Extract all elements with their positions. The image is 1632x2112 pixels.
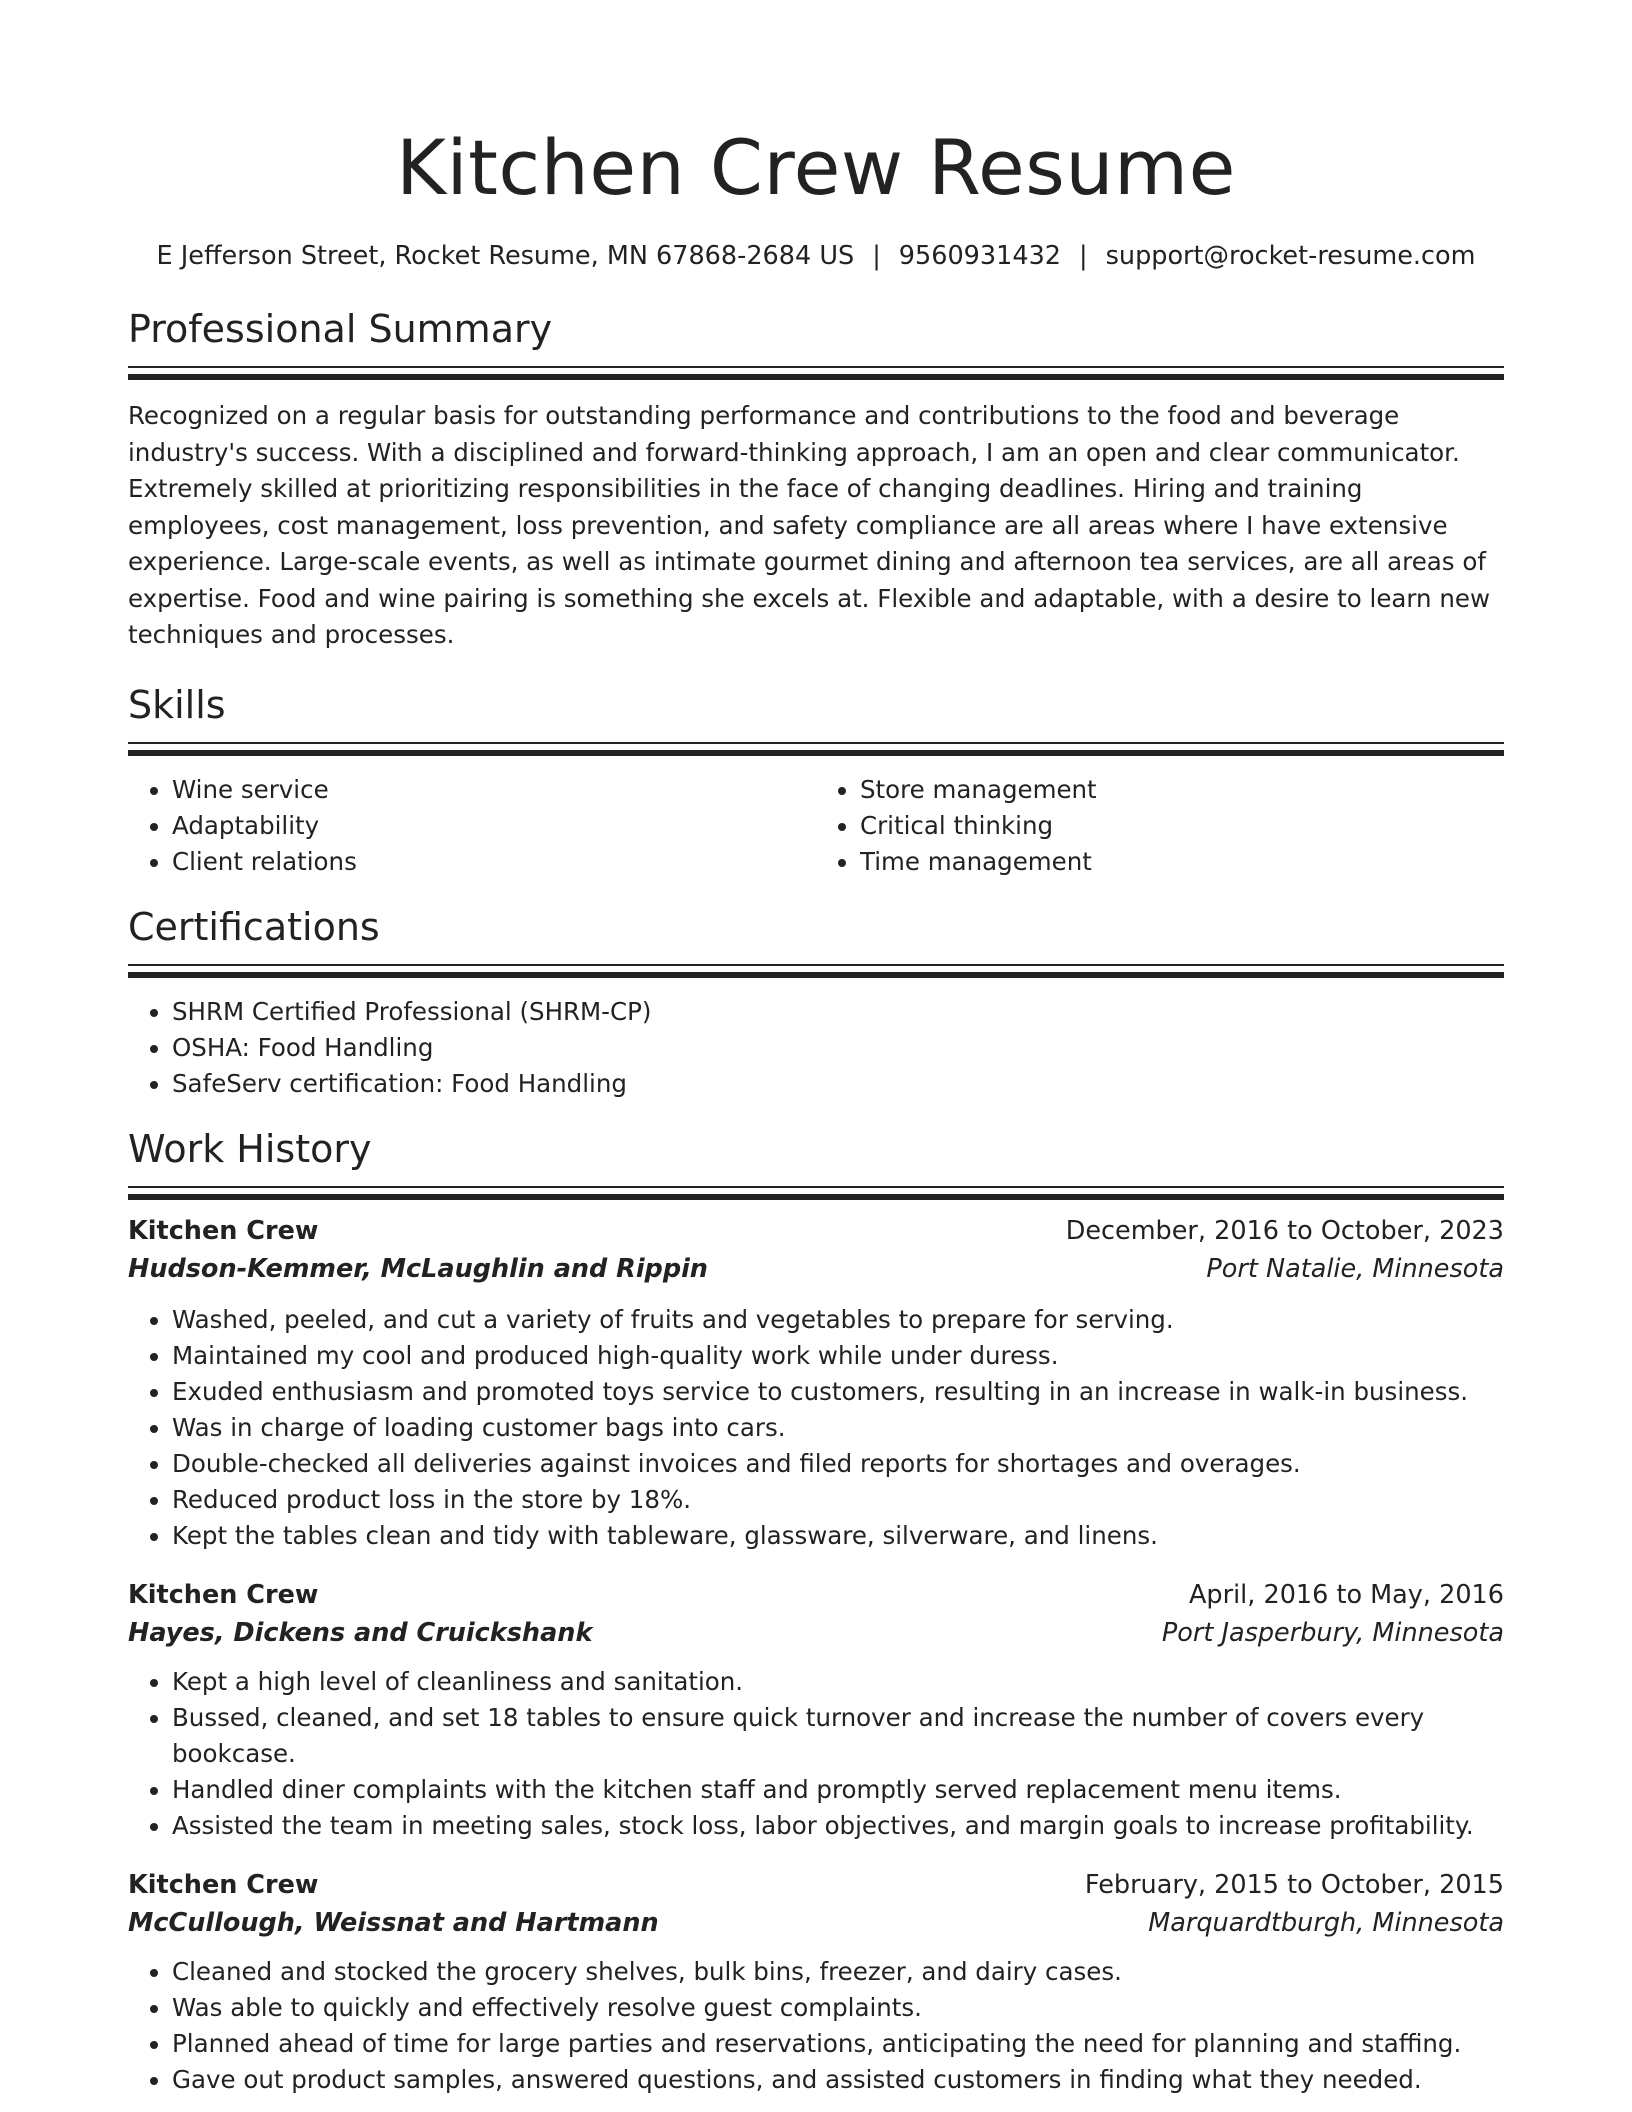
job-entry (128, 1212, 1504, 1554)
skill-item: • Store management (860, 772, 1504, 808)
job-location: Port Jasperbury, Minnesota (1161, 1617, 1504, 1648)
certifications-list (128, 994, 1504, 1102)
job-duty: • Reduced product loss in the store by 18%. (172, 1482, 1504, 1518)
section-title-skills: Skills (128, 682, 226, 727)
job-duty: • Kept a high level of cleanliness and sanitation. (172, 1664, 1504, 1700)
job-title: Kitchen Crew (128, 1215, 319, 1246)
job-duty: • Gave out product samples, answered questions, and assisted customers in finding what they needed. (172, 2062, 1504, 2098)
job-header (128, 1866, 1504, 1904)
section-rule (128, 964, 1504, 978)
resume-title: Kitchen Crew Resume (396, 123, 1236, 212)
job-duty: • Handled diner complaints with the kitchen staff and promptly served replacement menu items. (172, 1772, 1504, 1808)
job-duties-list (128, 1664, 1504, 1844)
job-duties-list (128, 1302, 1504, 1554)
summary-text: Recognized on a regular basis for outstanding performance and contributions to the food and beverage industry's success. With a disciplined and forward-thinking approach, I am an open and clear communicator. Extremely skilled at prioritizing responsibilities in the face of changing deadlines. Hiring and training employees, cost management, loss prevention, and safety compliance are all areas where I have extensive experience. Large-scale events, as well as intimate gourmet dining and afternoon tea services, are all areas of expertise. Food and wine pairing is something she excels at. Flexible and adaptable, with a desire to learn new techniques and processes. (128, 401, 1490, 649)
job-duty: • Was able to quickly and effectively resolve guest complaints. (172, 1990, 1504, 2026)
section-title-work-history: Work History (128, 1126, 372, 1171)
certification-item: • OSHA: Food Handling (172, 1030, 1504, 1066)
certifications-section (128, 902, 1504, 1102)
job-subheader (128, 1250, 1504, 1288)
job-duty: • Kept the tables clean and tidy with tableware, glassware, silverware, and linens. (172, 1518, 1504, 1554)
certification-item: • SafeServ certification: Food Handling (172, 1066, 1504, 1102)
section-title-summary: Professional Summary (128, 307, 553, 351)
job-entry (128, 1866, 1504, 2098)
job-subheader (128, 1904, 1504, 1942)
job-duty: • Washed, peeled, and cut a variety of fruits and vegetables to prepare for serving. (172, 1302, 1504, 1338)
phone: 9560931432 (898, 241, 1062, 271)
job-location: Port Natalie, Minnesota (1206, 1253, 1504, 1284)
job-subheader (128, 1614, 1504, 1652)
separator: | (1079, 241, 1088, 271)
job-dates: December, 2016 to October, 2023 (1065, 1215, 1504, 1246)
skill-item: • Adaptability (172, 808, 816, 844)
job-duty: • Double-checked all deliveries against invoices and filed reports for shortages and overages. (172, 1446, 1504, 1482)
job-duties-list (128, 1954, 1504, 2098)
job-company: Hayes, Dickens and Cruickshank (128, 1617, 593, 1648)
job-header (128, 1576, 1504, 1614)
job-duty: • Planned ahead of time for large parties and reservations, anticipating the need for planning and staffing. (172, 2026, 1504, 2062)
skill-item: • Client relations (172, 844, 816, 880)
job-duty: • Assisted the team in meeting sales, stock loss, labor objectives, and margin goals to increase profitability. (172, 1808, 1504, 1844)
summary-section (128, 304, 1504, 654)
address: E Jefferson Street, Rocket Resume, MN 67868-2684 US (156, 241, 855, 271)
skills-left-list (128, 772, 816, 880)
job-company: McCullough, Weissnat and Hartmann (128, 1907, 659, 1938)
skill-item: • Critical thinking (860, 808, 1504, 844)
job-duty: • Bussed, cleaned, and set 18 tables to ensure quick turnover and increase the number of covers every bookcase. (172, 1700, 1504, 1772)
section-rule (128, 1186, 1504, 1200)
skill-item: • Time management (860, 844, 1504, 880)
job-header (128, 1212, 1504, 1250)
job-duty: • Was in charge of loading customer bags into cars. (172, 1410, 1504, 1446)
contact-line (128, 238, 1504, 274)
skills-columns (128, 772, 1504, 880)
job-company: Hudson-Kemmer, McLaughlin and Rippin (128, 1253, 708, 1284)
job-entry (128, 1576, 1504, 1844)
skill-item: • Wine service (172, 772, 816, 808)
job-title: Kitchen Crew (128, 1869, 319, 1900)
work-history-section (128, 1124, 1504, 2098)
section-title-certifications: Certifications (128, 904, 380, 949)
job-title: Kitchen Crew (128, 1579, 319, 1610)
job-duty: • Maintained my cool and produced high-quality work while under duress. (172, 1338, 1504, 1374)
separator: | (872, 241, 881, 271)
section-rule (128, 742, 1504, 756)
certification-item: • SHRM Certified Professional (SHRM-CP) (172, 994, 1504, 1030)
skills-right-list (816, 772, 1504, 880)
job-dates: April, 2016 to May, 2016 (1188, 1579, 1504, 1610)
job-duty: • Cleaned and stocked the grocery shelves, bulk bins, freezer, and dairy cases. (172, 1954, 1504, 1990)
job-location: Marquardtburgh, Minnesota (1148, 1907, 1504, 1938)
skills-section (128, 680, 1504, 880)
email[interactable]: support@rocket-resume.com (1105, 241, 1476, 271)
job-duty: • Exuded enthusiasm and promoted toys service to customers, resulting in an increase in walk-in business. (172, 1374, 1504, 1410)
resume-page (128, 118, 1504, 2098)
job-dates: February, 2015 to October, 2015 (1084, 1869, 1504, 1900)
section-rule (128, 366, 1504, 380)
